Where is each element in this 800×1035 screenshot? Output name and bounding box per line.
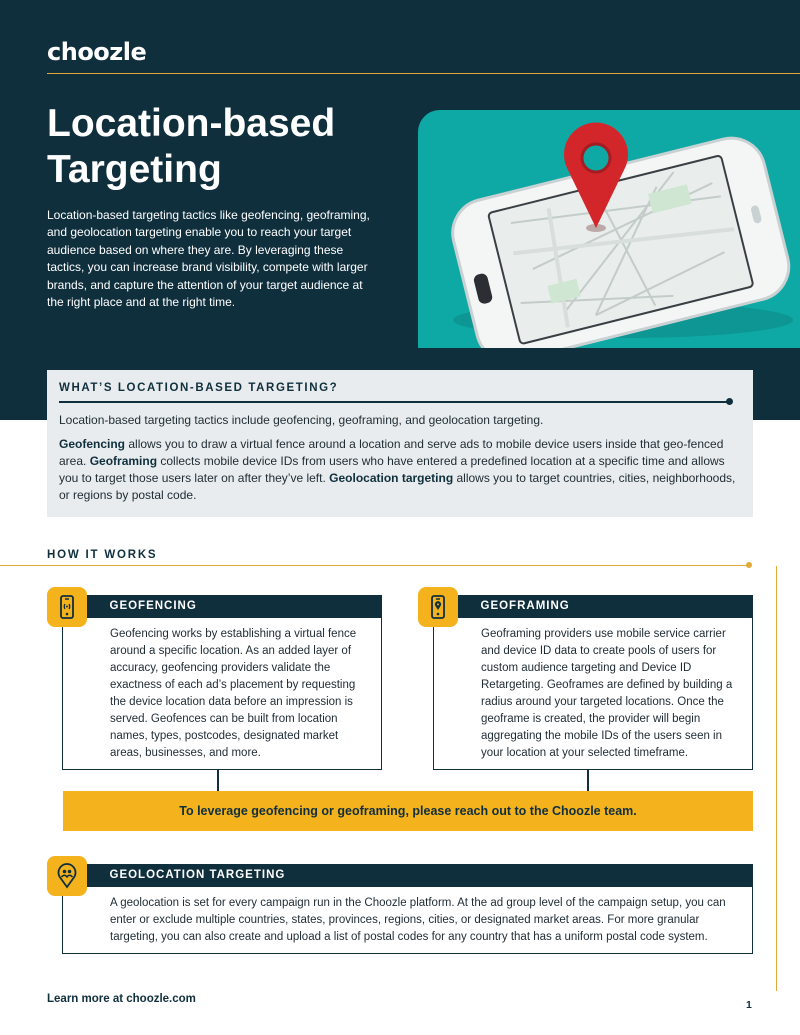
phone-pin-icon [418,587,458,627]
phone-signal-icon [47,587,87,627]
term-geofencing: Geofencing [59,437,126,451]
rule-end-dot [726,398,733,405]
section-heading: WHAT’S LOCATION-BASED TARGETING? [59,382,339,394]
how-it-works-rule [0,565,748,566]
what-is-location-targeting-panel [47,370,753,517]
footer-website-link[interactable]: Learn more at choozle.com [47,993,196,1005]
card-title: GEOFENCING [62,595,382,618]
card-title: GEOFRAMING [433,595,753,618]
definitions-paragraph [59,436,741,504]
hero-section [0,0,800,420]
definition-geolocation: allows you to target countries, cities, neighborhoods, or regions by postal code. [59,471,736,502]
hero-description: Location-based targeting tactics like geofencing, geoframing, and geolocation targeting enable you to reach your target audience based on where they are. By leveraging these tactics, you can increase brand visibility, compete with larger brands, and capture the attention of your target audience at the right place and at the right time. [47,208,370,310]
page-number: 1 [746,999,752,1011]
card-title: GEOLOCATION TARGETING [62,864,753,887]
intro-text: Location-based targeting tactics include geofencing, geoframing, and geolocation targeting. [59,413,544,427]
definition-geofencing: allows you to draw a virtual fence around a location and serve ads to mobile device users inside that geo-fenced area. [59,437,724,468]
geofencing-card [62,595,382,770]
header-rule [47,73,800,74]
definition-geoframing: collects mobile device IDs from users who have entered a predefined location at a specific time and allows you to target those users later on after they’ve left. [59,454,725,485]
how-it-works-heading: HOW IT WORKS [47,549,158,561]
phone-map-graphic [418,110,800,348]
page-title: Location-based Targeting [47,102,336,191]
location-people-icon [47,856,87,896]
term-geoframing: Geoframing [89,454,158,468]
heading-rule [59,401,729,403]
contact-team-banner: To leverage geofencing or geoframing, please reach out to the Choozle team. [63,791,753,831]
term-geolocation: Geolocation targeting [329,471,454,485]
phone-map-illustration [418,110,800,348]
geoframing-card [433,595,753,770]
rule-end-dot [746,562,752,568]
card-body: Geofencing works by establishing a virtual fence around a specific location. As an added layer of accuracy, geofencing providers validate the exactness of each ad’s placement by requesting the device location data before an impression is served. Geofences can be built from location names, types, postcodes, designated market areas, businesses, and more. [110,628,357,759]
side-rule [776,566,777,991]
geolocation-card [62,864,753,954]
card-body: Geoframing providers use mobile service carrier and device ID data to create pools of users for custom audience targeting and Device ID Retargeting. Geoframes are defined by building a radius around your targeted locations. Once the geoframe is created, the provider will begin aggregating the mobile IDs of the users seen in your location at your selected timeframe. [481,628,733,759]
card-body: A geolocation is set for every campaign run in the Choozle platform. At the ad group level of the campaign setup, you can enter or exclude multiple countries, states, provinces, regions, cities, or designated market areas. For more granular targeting, you can also create and upload a list of postal codes for any country that has a uniform postal code system. [110,897,726,943]
choozle-logo[interactable]: choozle [47,38,147,66]
